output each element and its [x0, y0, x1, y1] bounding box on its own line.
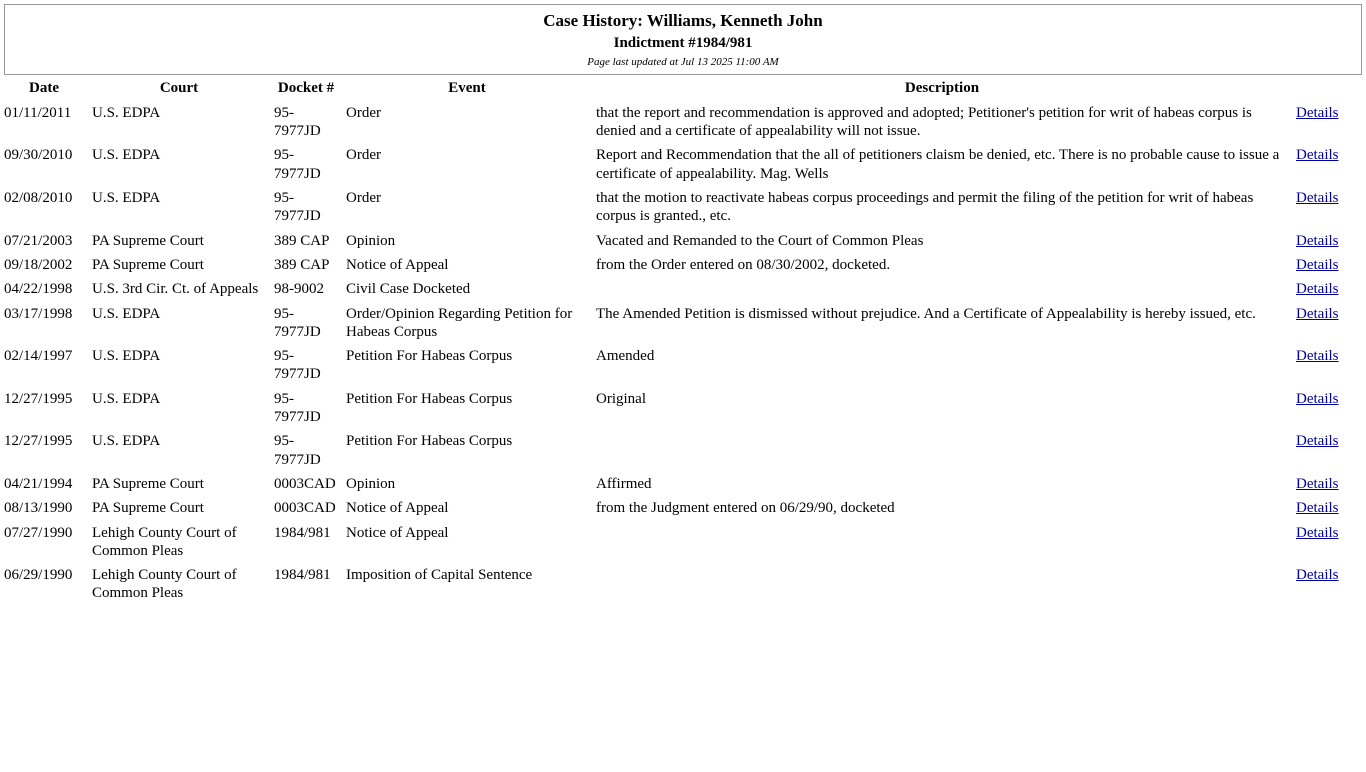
table-row — [0, 229, 1366, 253]
table-row — [0, 563, 1366, 606]
cell-court: U.S. EDPA — [92, 104, 161, 121]
cell-date: 08/13/1990 — [4, 500, 73, 517]
cell-event: Imposition of Capital Sentence — [346, 567, 533, 584]
cell-docket: 95-7977JD — [274, 147, 321, 182]
cell-event: Order — [346, 190, 381, 207]
cell-description: from the Judgment entered on 06/29/90, docketed — [596, 500, 895, 517]
cell-event: Petition For Habeas Corpus — [346, 433, 513, 450]
table-header-row — [0, 78, 1366, 101]
cell-event: Notice of Appeal — [346, 256, 449, 273]
cell-description: that the motion to reactivate habeas corpus proceedings and permit the filing of the petition for writ of habeas corpus is granted., etc. — [596, 190, 1254, 225]
table-row — [0, 472, 1366, 496]
cell-court: PA Supreme Court — [92, 256, 204, 273]
cell-date: 01/11/2011 — [4, 104, 72, 121]
table-row — [0, 101, 1366, 144]
cell-event: Order — [346, 104, 381, 121]
details-link[interactable]: Details — [1296, 500, 1339, 517]
cell-event: Opinion — [346, 232, 396, 249]
cell-court: U.S. 3rd Cir. Ct. of Appeals — [92, 281, 259, 298]
cell-court: PA Supreme Court — [92, 232, 204, 249]
table-row — [0, 143, 1366, 186]
case-history-table — [0, 78, 1366, 606]
column-header-description: Description — [904, 79, 980, 96]
cell-date: 12/27/1995 — [4, 390, 73, 407]
cell-docket: 95-7977JD — [274, 390, 321, 426]
cell-court: PA Supreme Court — [92, 475, 204, 492]
column-header-date: Date — [29, 79, 59, 96]
cell-docket: 95-7977JD — [274, 190, 321, 225]
cell-description: Original — [596, 390, 646, 407]
details-link[interactable]: Details — [1296, 305, 1339, 322]
details-link[interactable]: Details — [1296, 256, 1339, 273]
cell-docket: 98-9002 — [274, 281, 324, 298]
details-link[interactable]: Details — [1296, 348, 1339, 365]
cell-details — [1292, 496, 1366, 520]
details-link[interactable]: Details — [1296, 475, 1339, 492]
cell-court: PA Supreme Court — [92, 500, 204, 517]
cell-docket: 389 CAP — [274, 256, 330, 273]
column-header-event: Event — [448, 79, 486, 96]
cell-docket: 95-7977JD — [274, 104, 321, 140]
details-link[interactable]: Details — [1296, 281, 1339, 298]
cell-docket: 95-7977JD — [274, 348, 321, 383]
cell-description: Amended — [596, 348, 655, 365]
table-row — [0, 521, 1366, 564]
details-link[interactable]: Details — [1296, 433, 1339, 450]
cell-details — [1292, 143, 1366, 186]
table-row — [0, 344, 1366, 387]
cell-details — [1292, 277, 1366, 301]
cell-court: U.S. EDPA — [92, 305, 161, 322]
case-header-row — [5, 5, 1362, 75]
cell-description — [592, 429, 1292, 472]
details-link[interactable]: Details — [1296, 147, 1339, 164]
last-updated-timestamp: Page last updated at Jul 13 2025 11:00 AM — [587, 55, 779, 68]
cell-event: Opinion — [346, 475, 396, 492]
table-row — [0, 387, 1366, 430]
details-link[interactable]: Details — [1296, 567, 1339, 584]
table-row — [0, 302, 1366, 345]
cell-court: U.S. EDPA — [92, 147, 161, 164]
details-link[interactable]: Details — [1296, 190, 1339, 207]
cell-details — [1292, 186, 1366, 229]
cell-details — [1292, 253, 1366, 277]
cell-docket: 95-7977JD — [274, 433, 321, 468]
details-link[interactable]: Details — [1296, 524, 1339, 541]
table-head — [0, 78, 1366, 101]
cell-court: U.S. EDPA — [92, 390, 161, 407]
cell-details — [1292, 429, 1366, 472]
cell-court: Lehigh County Court of Common Pleas — [92, 524, 237, 559]
cell-date: 09/18/2002 — [4, 256, 73, 273]
cell-court: U.S. EDPA — [92, 433, 161, 450]
case-header-box — [4, 4, 1362, 75]
cell-event: Petition For Habeas Corpus — [346, 390, 513, 407]
cell-date: 12/27/1995 — [4, 433, 73, 450]
cell-docket: 1984/981 — [274, 524, 331, 541]
page-title: Case History: Williams, Kenneth John — [543, 11, 823, 30]
cell-date: 07/27/1990 — [4, 524, 73, 541]
cell-docket: 0003CAD — [274, 500, 336, 517]
cell-description: Report and Recommendation that the all of petitioners claism be denied, etc. There is no probable cause to issue a certificate of appealability. Mag. Wells — [596, 147, 1280, 182]
cell-date: 03/17/1998 — [4, 305, 73, 322]
cell-description: Vacated and Remanded to the Court of Common Pleas — [596, 232, 924, 249]
cell-details — [1292, 302, 1366, 345]
column-header-details — [1292, 78, 1366, 101]
cell-details — [1292, 344, 1366, 387]
cell-date: 04/22/1998 — [4, 281, 73, 298]
cell-event: Notice of Appeal — [346, 524, 449, 541]
table-row — [0, 186, 1366, 229]
table-row — [0, 253, 1366, 277]
cell-date: 07/21/2003 — [4, 232, 73, 249]
cell-court: U.S. EDPA — [92, 190, 161, 207]
cell-details — [1292, 521, 1366, 564]
cell-details — [1292, 387, 1366, 430]
cell-date: 09/30/2010 — [4, 147, 73, 164]
cell-court: U.S. EDPA — [92, 348, 161, 365]
cell-description: The Amended Petition is dismissed without prejudice. And a Certificate of Appealability is hereby issued, etc. — [596, 305, 1256, 322]
cell-event: Civil Case Docketed — [346, 281, 471, 298]
details-link[interactable]: Details — [1296, 232, 1339, 249]
cell-date: 06/29/1990 — [4, 567, 73, 584]
cell-description — [592, 521, 1292, 564]
cell-description — [592, 277, 1292, 301]
cell-details — [1292, 101, 1366, 144]
cell-description: that the report and recommendation is approved and adopted; Petitioner's petition for writ of habeas corpus is denied and a certificate of appealability will not issue. — [596, 104, 1252, 140]
cell-description — [592, 563, 1292, 606]
cell-event: Notice of Appeal — [346, 500, 449, 517]
case-header-cell — [5, 5, 1362, 75]
table-body — [0, 101, 1366, 606]
cell-details — [1292, 472, 1366, 496]
indictment-number: Indictment #1984/981 — [613, 35, 753, 52]
cell-court: Lehigh County Court of Common Pleas — [92, 567, 237, 602]
cell-details — [1292, 229, 1366, 253]
cell-description: Affirmed — [596, 475, 652, 492]
cell-details — [1292, 563, 1366, 606]
cell-docket: 389 CAP — [274, 232, 330, 249]
cell-docket: 95-7977JD — [274, 305, 321, 340]
cell-event: Order/Opinion Regarding Petition for Habeas Corpus — [346, 305, 573, 340]
details-link[interactable]: Details — [1296, 390, 1339, 407]
cell-date: 02/08/2010 — [4, 190, 73, 207]
cell-docket: 0003CAD — [274, 475, 336, 492]
case-history-page — [0, 4, 1366, 606]
table-row — [0, 496, 1366, 520]
details-link[interactable]: Details — [1296, 104, 1339, 121]
cell-date: 02/14/1997 — [4, 348, 73, 365]
column-header-court: Court — [159, 79, 199, 96]
column-header-docket: Docket # — [277, 79, 335, 96]
cell-docket: 1984/981 — [274, 567, 331, 584]
cell-date: 04/21/1994 — [4, 475, 73, 492]
table-row — [0, 277, 1366, 301]
cell-description: from the Order entered on 08/30/2002, docketed. — [596, 256, 891, 273]
table-row — [0, 429, 1366, 472]
cell-event: Petition For Habeas Corpus — [346, 348, 513, 365]
cell-event: Order — [346, 147, 381, 164]
